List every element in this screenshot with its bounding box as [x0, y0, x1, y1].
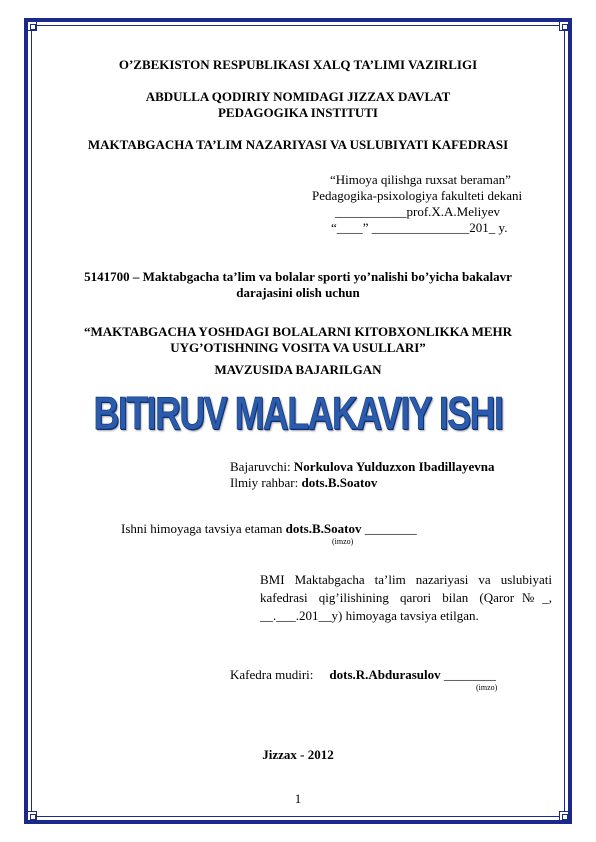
topic-line1: “MAKTABGACHA YOSHDAGI BOLALARNI KITOBXONLIKKA MEHR: [83, 324, 513, 339]
recommendation-name: dots.B.Soatov: [285, 521, 362, 536]
topic-line3: MAVZUSIDA BAJARILGAN: [214, 362, 382, 377]
approval-line3: ___________prof.X.A.Meliyev: [335, 204, 501, 219]
ministry-heading: O’ZBEKISTON RESPUBLIKASI XALQ TA’LIMI VAZIRLIGI: [118, 57, 478, 72]
approval-line2: Pedagogika-psixologiya fakulteti dekani: [312, 188, 523, 203]
advisor-line: [230, 475, 377, 491]
head-signature-blank: ________: [440, 667, 496, 682]
border-corner-ornament: [27, 21, 37, 31]
advisor-name: dots.B.Soatov: [301, 475, 378, 490]
department-heading: MAKTABGACHA TA’LIM NAZARIYASI VA USLUBIYATI KAFEDRASI: [87, 137, 509, 152]
performer-name: Norkulova Yulduzxon Ibadillayevna: [293, 459, 495, 474]
border-corner-ornament: [559, 811, 569, 821]
city-year: Jizzax - 2012: [262, 747, 334, 762]
head-label: Kafedra mudiri:: [230, 667, 314, 682]
border-corner-ornament: [559, 21, 569, 31]
recommendation-sign-note: (imzo): [332, 537, 354, 546]
institute-heading-line2: PEDAGOGIKA INSTITUTI: [217, 105, 378, 120]
institute-heading-line1: ABDULLA QODIRIY NOMIDAGI JIZZAX DAVLAT: [145, 89, 451, 104]
recommendation-signature-blank: ________: [361, 521, 417, 536]
program-line1: 5141700 – Maktabgacha ta’lim va bolalar sporti yo’nalishi bo’yicha bakalavr: [84, 269, 512, 284]
approval-line1: “Himoya qilishga ruxsat beraman”: [330, 172, 511, 187]
approval-line4: “____” _______________201_ y.: [331, 220, 508, 235]
head-sign-note: (imzo): [476, 683, 498, 692]
decision-paragraph: BMI Maktabgacha ta’lim nazariyasi va uslubiyati kafedrasi qig’ilishining qarori bilan (Qaror№_, __.___.201__y) himoyaga tavsiya etilgan.: [260, 572, 552, 623]
advisor-label: Ilmiy rahbar:: [230, 475, 302, 490]
border-corner-ornament: [27, 811, 37, 821]
performer-line: [230, 459, 495, 475]
work-title: BITIRUV MALAKAVIY ISHI: [93, 387, 503, 439]
recommendation-text: Ishni himoyaga tavsiya etaman: [121, 521, 286, 536]
performer-label: Bajaruvchi:: [230, 459, 294, 474]
head-name: dots.R.Abdurasulov: [329, 667, 441, 682]
recommendation-line: [121, 521, 417, 537]
page-number: 1: [294, 791, 302, 806]
department-head-line: [230, 667, 496, 683]
topic-line2: UYG’OTISHNING VOSITA VA USULLARI”: [170, 340, 426, 355]
program-line2: darajasini olish uchun: [236, 285, 360, 300]
